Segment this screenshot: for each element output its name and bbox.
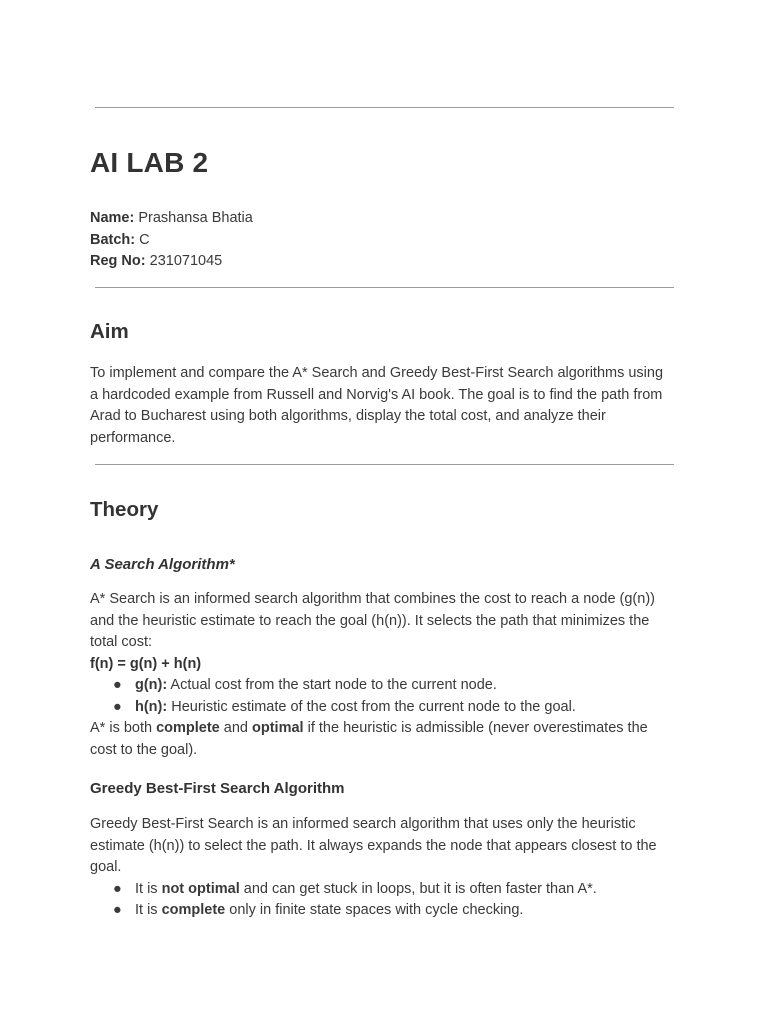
name-line — [90, 208, 253, 230]
list-item — [90, 879, 674, 901]
reg-value: 231071045 — [149, 253, 223, 269]
name-value: Prashansa Bhatia — [138, 210, 253, 226]
bullet-term: h(n): — [135, 698, 168, 715]
bullet-term: g(n): — [135, 677, 168, 693]
greedy-section — [90, 814, 674, 922]
batch-value: C — [139, 231, 150, 248]
outro-bold-complete: complete — [156, 720, 220, 736]
greedy-bullet-list — [90, 879, 674, 922]
astar-intro: A* Search is an informed search algorithm that combines the cost to reach a node (g(n)) and the heuristic estimate to reach the goal (h(n)). It selects the path that minimizes the total cost: — [90, 591, 655, 650]
aim-text: To implement and compare the A* Search and Greedy Best-First Search algorithms using a hardcoded example from Russell and Norvig's AI book. The goal is to find the path from Arad to Bucharest using both algorithms, display the total cost, and analyze their performance. — [90, 365, 664, 446]
list-item — [90, 697, 674, 719]
bullet-text: Heuristic estimate of the cost from the current node to the goal. — [167, 698, 576, 715]
greedy-intro: Greedy Best-First Search is an informed search algorithm that uses only the heuristic estimate (h(n)) to select the path. It always expands the node that appears closest to the goal. — [90, 816, 657, 875]
outro-text: and — [219, 720, 253, 736]
batch-line — [90, 230, 253, 252]
aim-heading: Aim — [90, 320, 129, 343]
name-label: Name: — [90, 210, 135, 226]
theory-heading: Theory — [90, 498, 159, 521]
batch-label: Batch: — [90, 231, 136, 248]
aim-divider — [95, 464, 674, 465]
astar-heading: A Search Algorithm* — [90, 556, 235, 573]
bullet-icon: ● — [113, 902, 122, 918]
bullet-icon: ● — [113, 880, 122, 897]
greedy-heading: Greedy Best-First Search Algorithm — [90, 780, 345, 797]
bullet-icon: ● — [113, 698, 122, 715]
reg-line — [90, 251, 253, 273]
page-title: AI LAB 2 — [90, 147, 209, 178]
bullet-post: and can get stuck in loops, but it is often faster than A*. — [239, 880, 597, 897]
bullet-bold: complete — [161, 902, 226, 918]
bullet-text: Actual cost from the start node to the current node. — [167, 677, 497, 693]
reg-label: Reg No: — [90, 253, 146, 269]
top-divider — [95, 107, 674, 108]
outro-text: A* is both — [90, 720, 157, 736]
outro-text: if the heuristic is admissible (never overestimates the cost to the goal). — [90, 720, 648, 758]
list-item — [90, 675, 674, 697]
bullet-icon: ● — [113, 677, 122, 693]
bullet-pre: It is — [135, 902, 162, 918]
astar-outro — [90, 718, 674, 761]
astar-section — [90, 589, 674, 761]
student-info — [90, 208, 253, 273]
list-item — [90, 900, 674, 922]
outro-bold-optimal: optimal — [252, 720, 304, 736]
astar-formula: f(n) = g(n) + h(n) — [90, 655, 202, 672]
bullet-bold: not optimal — [161, 880, 240, 897]
bullet-pre: It is — [135, 880, 162, 897]
info-divider — [95, 287, 674, 288]
astar-bullet-list — [90, 675, 674, 718]
bullet-post: only in finite state spaces with cycle checking. — [225, 902, 524, 918]
